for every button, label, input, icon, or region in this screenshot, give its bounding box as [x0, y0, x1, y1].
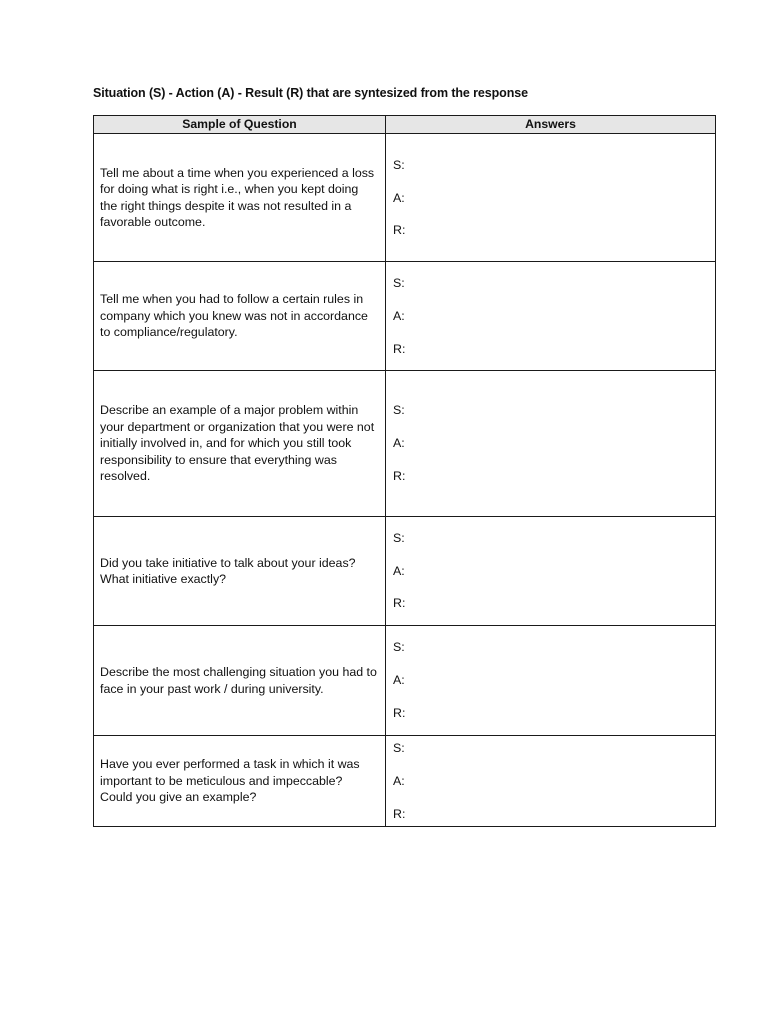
- action-label: A:: [393, 564, 405, 578]
- header-answers: Answers: [386, 116, 716, 134]
- result-label: R:: [393, 596, 406, 610]
- situation-label: S:: [393, 640, 405, 654]
- result-label: R:: [393, 706, 406, 720]
- question-cell: Tell me when you had to follow a certain rules in company which you knew was not in accordance to compliance/regulatory.: [94, 262, 386, 371]
- document-title: Situation (S) - Action (A) - Result (R) that are syntesized from the response: [93, 86, 528, 100]
- answer-cell: [386, 262, 716, 371]
- header-sample-of-question: Sample of Question: [94, 116, 386, 134]
- result-label: R:: [393, 223, 406, 237]
- action-label: A:: [393, 309, 405, 323]
- answer-cell: [386, 626, 716, 736]
- question-cell: Tell me about a time when you experienced a loss for doing what is right i.e., when you kept doing the right things despite it was not resulted in a favorable outcome.: [94, 134, 386, 262]
- answer-cell: [386, 517, 716, 626]
- action-label: A:: [393, 673, 405, 687]
- table-row: [94, 262, 716, 371]
- table-row: [94, 736, 716, 827]
- answer-cell: [386, 134, 716, 262]
- situation-label: S:: [393, 531, 405, 545]
- result-label: R:: [393, 807, 406, 821]
- answer-cell: [386, 736, 716, 827]
- sar-question-table: [93, 115, 716, 827]
- situation-label: S:: [393, 741, 405, 755]
- table-row: [94, 517, 716, 626]
- question-cell: Have you ever performed a task in which it was important to be meticulous and impeccable? Could you give an example?: [94, 736, 386, 827]
- table-row: [94, 626, 716, 736]
- action-label: A:: [393, 436, 405, 450]
- answer-cell: [386, 371, 716, 517]
- result-label: R:: [393, 342, 406, 356]
- question-cell: Describe the most challenging situation you had to face in your past work / during university.: [94, 626, 386, 736]
- question-cell: Describe an example of a major problem within your department or organization that you were not initially involved in, and for which you still took responsibility to ensure that everything was resolved.: [94, 371, 386, 517]
- table-row: [94, 371, 716, 517]
- action-label: A:: [393, 774, 405, 788]
- situation-label: S:: [393, 403, 405, 417]
- table-header-row: [94, 116, 716, 134]
- question-cell: Did you take initiative to talk about your ideas? What initiative exactly?: [94, 517, 386, 626]
- action-label: A:: [393, 191, 405, 205]
- situation-label: S:: [393, 276, 405, 290]
- table-row: [94, 134, 716, 262]
- result-label: R:: [393, 469, 406, 483]
- situation-label: S:: [393, 158, 405, 172]
